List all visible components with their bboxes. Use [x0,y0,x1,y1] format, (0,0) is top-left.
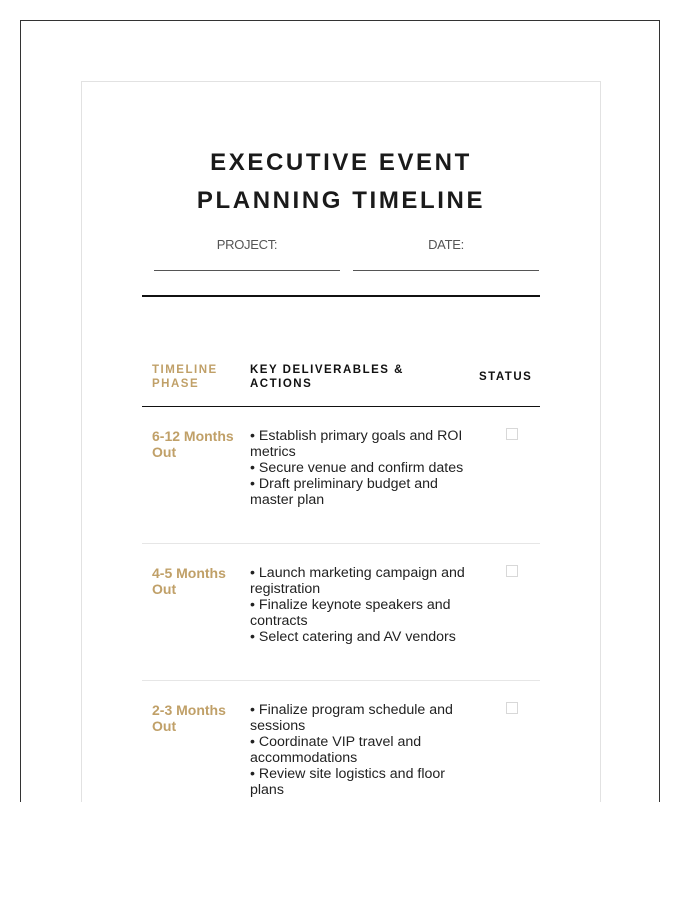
phase-cell: 2-3 Months Out [152,702,226,734]
date-label: DATE: [428,237,464,252]
phase-cell: 6-12 Months Out [152,428,234,460]
deliverable-item: • Select catering and AV vendors [250,629,456,645]
deliverable-item: • Establish primary goals and ROI metrics [250,428,463,460]
title-line-2: PLANNING TIMELINE [196,187,486,214]
deliverable-item: • Finalize program schedule and sessions [250,702,453,734]
deliverables-cell [250,565,465,645]
project-field[interactable] [154,237,340,252]
header-timeline-phase: TIMELINE PHASE [152,364,218,390]
table-row [142,544,540,681]
project-input-line[interactable] [154,270,340,271]
header-divider [142,295,540,297]
project-label: PROJECT: [216,237,278,252]
title-line-1: EXECUTIVE EVENT [210,149,472,176]
table-row [142,681,540,802]
status-checkbox[interactable] [506,565,518,577]
status-checkbox[interactable] [506,702,518,714]
deliverable-item: • Launch marketing campaign and registration [250,565,465,597]
document-title [82,144,600,220]
table-row [142,407,540,544]
deliverables-cell [250,702,465,798]
date-field[interactable] [353,237,539,252]
header-status: STATUS [479,371,533,383]
document-page [81,81,601,802]
header-key-deliverables: KEY DELIVERABLES & ACTIONS [250,364,404,390]
deliverable-item: • Secure venue and confirm dates [250,460,464,476]
deliverable-item: • Finalize keynote speakers and contracts [250,597,451,629]
status-checkbox[interactable] [506,428,518,440]
date-input-line[interactable] [353,270,539,271]
deliverables-cell [250,428,465,508]
deliverable-item: • Review site logistics and floor plans [250,766,446,798]
timeline-table [142,362,540,802]
phase-cell: 4-5 Months Out [152,565,226,597]
deliverable-item: • Draft preliminary budget and master plan [250,476,438,508]
table-header [142,362,540,407]
deliverable-item: • Coordinate VIP travel and accommodations [250,734,422,766]
meta-fields [154,237,540,277]
